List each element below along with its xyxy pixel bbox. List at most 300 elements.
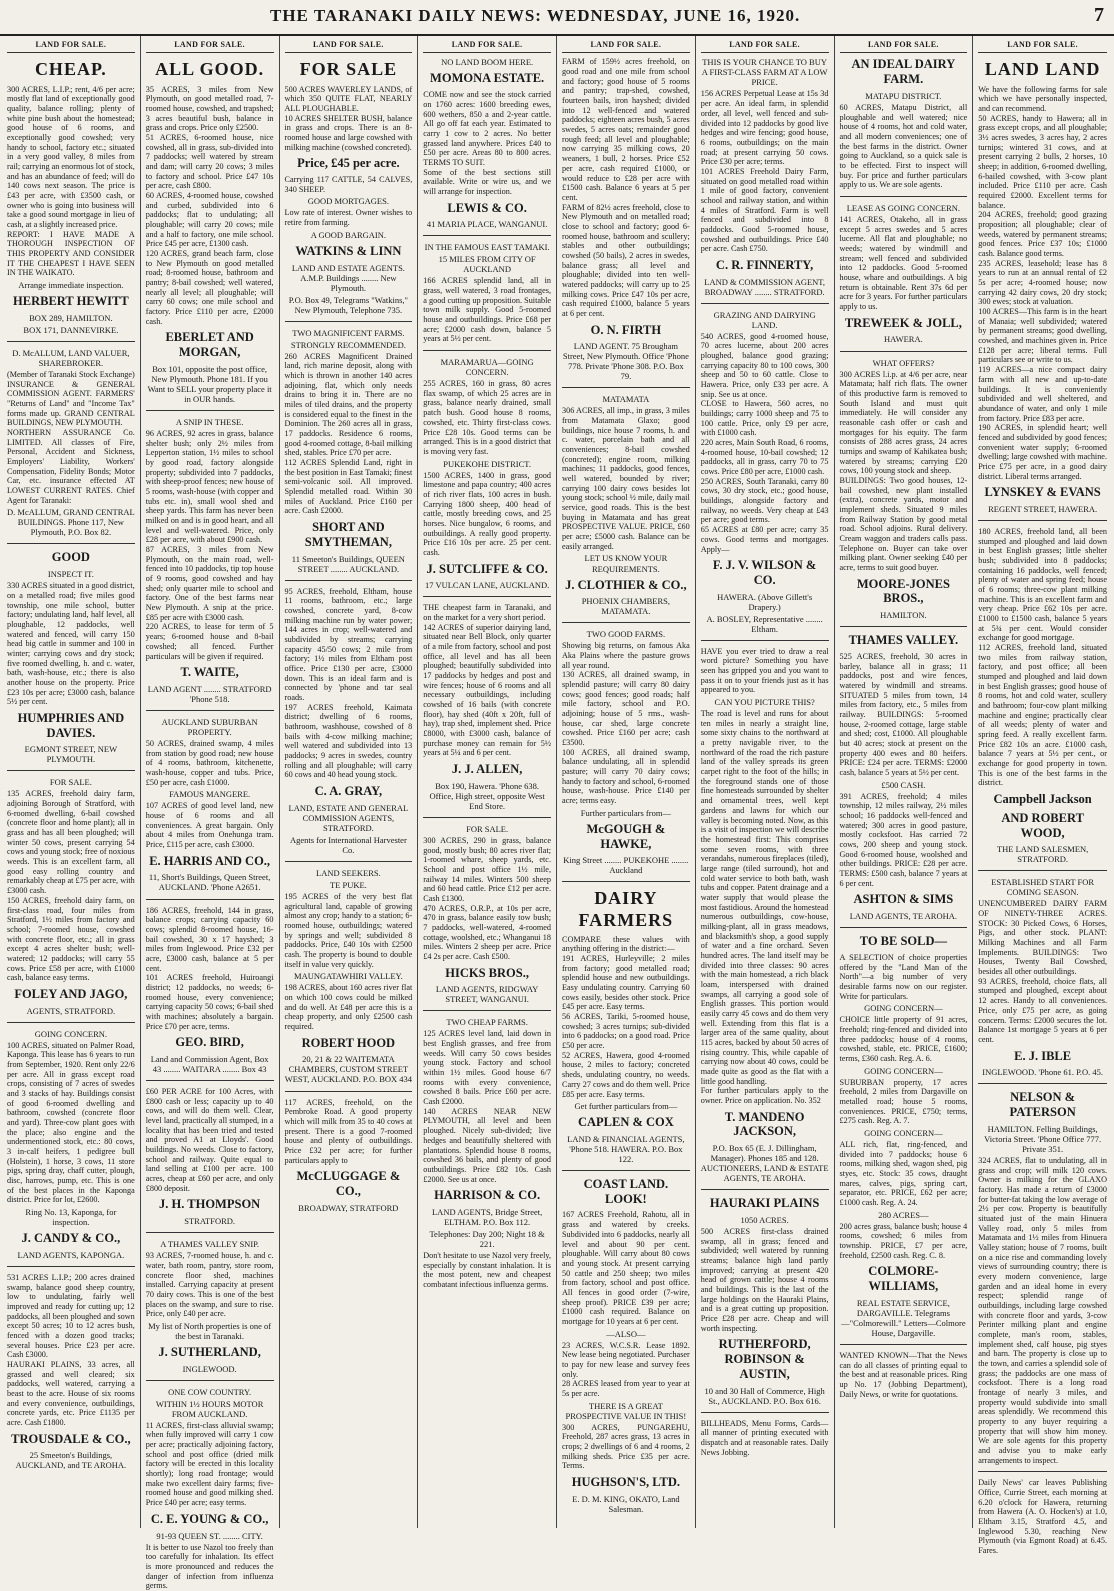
ad-text: NORTHERN ASSURANCE Co. LIMITED. All classes of Fire, Personal, Accident and Sickness, Employers' Liability, Workers' Compensation, Fidelity Bonds; Motor Car, etc. insurance effected AT LOWEST CURRENT RATES. Chief Agent for Taranaki: — [7, 427, 135, 505]
ad-text: 51 ACRES, 6-roomed house, nice cowshed, all in grass, sub-divided into 7 paddocks; well watered by stream and dam; will carry 20 cows; 3 miles to factory and school. Price £47 10s per acre, cash £800. — [145, 133, 274, 191]
ad-text: 10 ACRES SHELTER BUSH, balance in grass and crops. There is an 8-roomed house and large cowshed with milking machine (cowshed concreted). — [284, 113, 413, 152]
ad-subline: IN THE FAMOUS EAST TAMAKI. — [424, 242, 550, 253]
ad-text: 330 ACRES situated in a good district, on a metalled road; five miles good township, one mile school, butter factory; undulating land, half level, all ploughable, 12 paddocks, well watered and fenced, will carry 150 head big cattle in summer and 100 in winter; carrying cows and dry stock; five roomed dwelling, h. and c. water, bath, wash-house, etc.; there is also another house on the property. Price £23 10s per acre; £3000 cash, balance 5½ per cent. — [7, 581, 135, 707]
column-header: LAND FOR SALE. — [840, 38, 968, 53]
ad-text: 141 ACRES, Otakeho, all in grass except 5 acres swedes and 5 acres lucerne. All flat and ploughable; no weeds; watered by windmill and stream; well fenced and subdivided into 12 paddocks. Good 5-roomed house, whare and outbuildings. A big return is obtainable. Rent 37s 6d per acre for 3 years. For further particulars apply to us. — [839, 215, 968, 312]
column-1 — [2, 36, 141, 1528]
agent-name: J. CANDY & CO., — [21, 1231, 121, 1246]
ad-text: 35 ACRES, 3 miles from New Plymouth, on good metalled road, 7-roomed house, cowshed, and trapshed; 3 acres beautiful bush, balance in grass and crops. Price only £2500. — [145, 84, 274, 133]
ad-text: 300 ACRES l.i.p. at 4/6 per acre, near Matamata; half rich flats. The owner of this productive farm is removed to South Island and must quit immediately. He will consider any reasonable cash offer or cash and mortgages for his equity. The farm consists of 288 acres grass, 24 acres turnips and swamp of Kahikatea bush; watered by streams; carrying £20 cows, 100 young stock and sheep. — [839, 369, 968, 476]
ad-text: WANTED KNOWN—That the News can do all classes of printing equal to the best and at reasonable prices. Ring up No. 17 (Jobbing Department), Daily News, or write for quotations. — [839, 1350, 968, 1399]
divider — [423, 235, 551, 236]
ad-subline: FAMOUS MANGERE. — [169, 789, 251, 800]
divider — [146, 1232, 274, 1233]
ad-text: 324 ACRES, flat to undulating, all in grass and crop; will milk 120 cows. Owner is milking for the GLAXO factory. Has made a return of £3000 for butter-fat taking the low average of 2½ per cow. Property is beautifully situated just of the main Hinuera Valley road, only 5 miles from Matamata and 1½ miles from Hinuera Valley station; house of 7 rooms, built on a nice rise and commanding lovely views of surrounding country; there is every modern convenience, large garden and an ideal home in every respect; splendid range of outbuildings, including large cowshed with concrete floor and yards, 3-cow Perinter milking plant and engine complete, man's room, stables, implement shed, calf house, pig styes and barn. The property is close up to the town, and carries a splendid sole of grass; the paddocks are one mass of cocksfoot. There is a long road frontage of nearly 3 miles, and property would subdivide into small areas splendidly. We recommend this property to any buyer requiring a property that will show him money. We are sole agents for this property and advise you to make early arrangements to inspect. — [978, 1155, 1107, 1465]
divider — [7, 770, 135, 771]
agent-name: CAPLEN & COX — [577, 1115, 674, 1130]
ad-text: 204 ACRES, freehold; good grazing proposition; all ploughable; clear of weeds, watered by permanent streams; good fences. Price £37 10s; £1000 cash. Balance good terms. — [978, 210, 1107, 259]
agent-name: LEWIS & CO. — [447, 200, 527, 215]
agent-name: WATKINS & LINN — [295, 243, 402, 258]
ad-subline: LAND AGENT. 75 Brougham Street, New Plymouth. Office 'Phone 778. Private 'Phone 308. P.O. Box 79. — [562, 341, 689, 382]
ad-text: COMPARE these values with anything offering in the district:— — [562, 934, 690, 954]
agent-name: FOLEY AND JAGO, — [14, 986, 128, 1001]
ad-text: 117 ACRES, freehold, on the Pembroke Road. A good property which will milk from 35 to 40 cows at present. There is a good 7-roomed house and plenty of outbuildings. Price £32 per acre; for further particulars apply to — [284, 1097, 413, 1165]
divider — [840, 1344, 968, 1345]
agent-name: THAMES VALLEY. — [848, 633, 959, 648]
ad-subline: GOOD MORTGAGES. — [307, 196, 389, 207]
ad-text: A SELECTION of choice properties offered by the "Land Man of the North"—a big number of very desirable farms now on our register. Write for particulars. — [839, 952, 968, 1001]
ad-text: HAVE you ever tried to draw a real word picture? Something you have seen has gripped you and you want to pass it on to your friends just as it has appeared to you. — [700, 646, 829, 695]
divider — [285, 861, 413, 862]
agent-name: AND ROBERT WOOD, — [1001, 810, 1084, 840]
ad-text: 391 ACRES, freehold; 4 miles township, 12 miles railway, 2½ miles school; 16 paddocks well-fenced and watered; 300 acres in good pasture, mostly cocksfoot. Has carried 72 cows, 200 sheep and young stock. Good 6-roomed house, woolshed and other buildings. PRICE: £28 per acre. TERMS: £500 cash, balance 7 years at 6 per cent. — [839, 791, 968, 888]
ad-text: 195 ACRES of the very best flat agricultural land, capable of growing almost any crop; handy to a station; 6-roomed house, outbuildings; watered by springs and well; subdivided 8 paddocks. Price, £40 10s with £2500 cash. The property is bound to double itself in value very quickly. — [284, 891, 413, 969]
ad-subline: Get further particulars from— — [574, 1101, 678, 1112]
ad-subline: 25 Smeeton's Buildings, AUCKLAND, and TE AROHA. — [15, 1450, 127, 1471]
ad-subline: HAWERA. (Above Gillett's Drapery.) — [717, 591, 813, 612]
ad-subline: INGLEWOOD. — [182, 1363, 237, 1374]
masthead — [0, 0, 1114, 36]
ad-text: It is better to use Nazol too freely than too carefully for inhalation. Its effect is more pronounced and reduces the danger of infection from influenza germs. — [145, 1542, 274, 1591]
ad-text: 93 ACRES, 7-roomed house, h. and c. water, bath room, pantry, store room, concrete floor shed, machines installed. Carrying capacity at present 70 dairy cows. This is one of the best places on the swamp, and sure to rise. Price, only £40 per acre. — [145, 1251, 274, 1319]
ad-subline: FOR SALE. — [49, 777, 92, 788]
ad-subline: THE LAND SALESMEN, STRATFORD. — [996, 844, 1089, 865]
ad-subline: 41 MARIA PLACE, WANGANUI. — [426, 219, 548, 230]
ad-subline: CAN YOU PICTURE THIS? — [714, 697, 815, 708]
ad-subline: D. McALLUM, GRAND CENTRAL BUILDINGS. Phone 117, New Plymouth, P.O. Box 82. — [7, 507, 135, 538]
ad-text: FARM of 82½ acres freehold, close to New Plymouth and on metalled road; close to school and factory; good 6-roomed house, bathroom and scullery; stables and other outbuildings; cowshed (50 bails), 2 acres in swedes, balance grass; all level and ploughable; divided into ten well-watered paddocks; will carry up to 25 milking cows. Price £47 10s per acre, cash required £1000, balance 5 years at 6 per cent. — [562, 202, 690, 318]
ad-text: 112 ACRES, freehold land, situated two miles from railway station, factory, and post office; all been stumped and ploughed and laid down in best English grasses; good house of 8 rooms, hot and cold water, scullery and bathroom; four-cow plant milking machine and engine; practically clear of all weeds; plenty of water and spring feed. A really excellent farm. Price £82 10s an acre. £1000 cash, balance 7 years at 5½ per cent., or exchange for good property in town. This is one of the best farms in the district. — [978, 643, 1107, 788]
newspaper-title: THE TARANAKI DAILY NEWS: WEDNESDAY, JUNE 16, 1920. — [270, 6, 801, 25]
agent-name: J. H. THOMPSON — [159, 1197, 261, 1212]
ad-text: FARM of 159½ acres freehold, on good road and one mile from school and factory; good house of 5 rooms and pantry; trap-shed, cowshed, fourteen bails, iron hayshed; divided into 12 well-fenced and watered paddocks; eighteen acres bush, 5 acres swedes, 5 acres oats; remainder good rough feed; all level and ploughable; now carrying 35 milking cows, 20 weaners, 1 bull, 2 horses. Price £52 per acre, cash required £1000, or would reduce to £28 per acre with £1500 cash. Balance 6 years at 5 per cent. — [562, 57, 690, 202]
ad-subline: 1050 ACRES. — [740, 1214, 789, 1225]
divider — [978, 520, 1107, 521]
ad-text: 95 ACRES, freehold, Eltham, house 11 rooms, bathroom, etc.; large cowshed, concrete yard, 8-cow milking machine run by water power; 144 acres in crop; well-watered and subdivided by streams; carrying capacity 45/50 cows; 2 mile from factory; 1½ miles from Eltham post office. Price £130 per acre, £3000 down. This is an ideal farm and is connected by 'phone and tar seal roads. — [284, 586, 413, 703]
ad-text: 300 ACRES, L.I.P.; rent, 4/6 per acre; mostly flat land of exceptionally good quality, balance rolling; plenty of white pine bush about the homestead; good house of 6 rooms, and exceptionally good cowshed; very handy to school, factory etc.; situated in a very good valley, 8 miles from rail; carrying an enormous lot of stock, and has an abundance of feed; will do 140 cows next season. The price is £43 per acre, with £3500 cash, or owner who is going into business will take a good sound mortgage in lieu of cash, at a slightly increased price. — [7, 84, 135, 230]
ad-subline: 10 and 30 Hall of Commerce, High St., AUCKLAND. P.O. Box 616. — [704, 1385, 825, 1406]
agent-name: T. MANDENO JACKSON, — [724, 1109, 805, 1139]
ad-text: 100 ACRES, situated on Palmer Road, Kaponga. This lease has 6 years to run from September, 1920. Rent only 22/6 per acre. All in grass except road crops, consisting of 7 acres of swedes and 3 stacks of hay. Buildings consist of good 6-roomed dwelling and bathroom, cowshed (concrete floor and yard). Three-cow plant goes with the place; also engine and the undermentioned stock, etc.: 80 cows, 3 in-calf heifers, 1 pedigree bull (Holstein), 1 horse, 3 cows, 11 store pigs, spring dray, chaff cutter, plough, disc, harrows, pump, etc. This is one of the best places in the Kaponga district. Price for lot, £2600. — [7, 1040, 135, 1205]
ad-subline: STRONGLY RECOMMENDED. — [290, 339, 406, 350]
ad-subline: A SNIP IN THESE. — [175, 417, 244, 428]
ad-text: Don't hesitate to use Nazol very freely, especially by constant inhalation. It is the most potent, new and cheapest combatant infectious influenza germs. — [423, 1251, 551, 1290]
ad-text: 28 ACRES leased from year to year at 5s per acre. — [562, 1379, 690, 1398]
ad-text: For further particulars apply to the owner. Price on application. No. 352 — [700, 1086, 829, 1105]
divider — [840, 626, 968, 627]
ad-text: 150 ACRES, freehold dairy farm, on first-class road, four miles from Stratford, 1½ miles from factory and school; 7-roomed house, cowshed with concrete floor, etc.; all in grass except 4 acres shelter bush; well-watered; 12 paddocks; will carry 55 cows. Price £58 per acre, with £1000 cash, balance easy terms. — [7, 895, 135, 983]
divider — [7, 1022, 135, 1023]
ad-text: 101 ACRES freehold, Huiroangi district; 12 paddocks, no weeds; 6-roomed house, every convenience; carrying capacity 50 cows; 6-bail shed with machines; absolutely a bargain. Price £70 per acre, terms. — [145, 973, 274, 1031]
agent-name: E. J. IBLE — [1014, 1048, 1072, 1063]
ad-subline: LAND & FINANCIAL AGENTS, 'Phone 518. HAWERA. P.O. Box 122. — [567, 1133, 685, 1164]
ad-text: 112 ACRES Splendid Land, right in the best position in East Tamaki; finest semi-volcanic soil. All improved. Splendid metalled road. Within 30 miles of Auckland. Price £160 per acre. Cash £2000. — [284, 458, 413, 516]
agent-name: E. HARRIS AND CO., — [149, 853, 271, 868]
ad-headline: FOR SALE — [299, 59, 398, 80]
ad-subline: ESTABLISHED START FOR COMING SEASON. — [991, 877, 1095, 898]
agent-name: McGOUGH & HAWKE, — [586, 821, 666, 851]
divider — [285, 1091, 413, 1092]
ad-headline: ALL GOOD. — [155, 59, 265, 80]
ad-subline: —ALSO— — [606, 1328, 646, 1339]
ad-subline: BOX 171, DANNEVIRKE. — [23, 324, 119, 335]
ad-subline: 11, Short's Buildings, Queen Street, AUCKLAND. 'Phone A2651. — [148, 872, 271, 893]
ad-subline: E. D. M. KING, OKATO, Land Salesman. — [572, 1493, 680, 1514]
ad-text: (Member of Taranaki Stock Exchange) INSURANCE & GENERAL COMMISSION AGENT. FARMERS' "Returns of Land" and "Income Tax" forms made up. GRAND CENTRAL BUILDINGS, NEW PLYMOUTH. — [7, 369, 135, 428]
ad-text: 56 ACRES, Tariki, 5-roomed house, cowshed; 3 acres turnips; sub-divided into 6 paddocks; on a good road. Price £50 per acre. — [562, 1012, 690, 1051]
column-header: LAND FOR SALE. — [285, 38, 413, 53]
ad-subline: Box 101, opposite the post office, New Plymouth. Phone 181. If you Want to SELL your property place it in OUR hands. — [147, 363, 272, 405]
ad-subline: AUCKLAND SUBURBAN PROPERTY. — [161, 716, 258, 737]
column-3 — [280, 36, 419, 1528]
ad-subline: GRAZING AND DAIRYING LAND. — [713, 309, 816, 330]
agent-name: O. N. FIRTH — [590, 322, 662, 337]
agent-name: HAURAKI PLAINS — [709, 1196, 820, 1211]
ad-subline: REAL ESTATE SERVICE, DARGAVILLE. Telegrams—"Colmorewill." Letters—Colmore House, Dargaville. — [841, 1297, 966, 1338]
agent-name: F. J. V. WILSON & CO. — [712, 558, 817, 587]
ad-headline: CHEAP. — [34, 59, 107, 80]
ad-text: 100 ACRES—This farm is in the heart of Manaia; well subdivided; watered by permanent streams; good dwelling, cowshed, and machines given in. Price £128 per acre; liberal terms. Full particulars see or write to us. — [978, 307, 1107, 365]
divider — [562, 1170, 690, 1171]
ad-subline: Agents for International Harvester Co. — [289, 834, 407, 855]
ad-text: HAURAKI PLAINS, 33 acres, all grassed and well cleared; six paddocks, well watered, carrying a beast to the acre. House of six rooms and every convenience, outbuildings, concrete yards, etc. Price £1135 per acre. Cash £1800. — [7, 1359, 135, 1427]
divider — [146, 899, 274, 900]
ad-text: 120 ACRES, grand beach farm, close to New Plymouth on good metalled road; 8-roomed house, bathroom and pantry; 8-bail cowshed; well watered, nearly all level; all ploughable; will carry 60 cows; one mile school and factory. Price £110 per acre, £2000 cash. — [145, 249, 274, 326]
ad-subline: TE PUKE. — [329, 879, 367, 890]
column-7 — [835, 36, 974, 1528]
agent-name: HUMPHRIES AND DAVIES. — [17, 710, 125, 740]
ad-subline: GOING CONCERN— — [864, 1003, 943, 1014]
ad-headline: DAIRY FARMERS — [578, 888, 674, 930]
divider — [701, 303, 829, 304]
column-4 — [418, 36, 557, 1528]
ad-text: UNENCUMBERED DAIRY FARM OF NINETY-THREE ACRES. STOCK: 30 Picked Cows, 6 Horses, Pigs, and other stock. PLANT: Milking Machines and all Farm Implements. BUILDINGS: Two Houses, Twenty Bail Cowshed, besides all other outbuildings. — [978, 899, 1107, 977]
divider — [423, 817, 551, 818]
ad-text: 60 ACRES, Matapu District, all ploughable and well watered; nice house of 4 rooms, hot and cold water, and all modern conveniences; one of the best farms in the district. Owner going to Auckland, so a quick sale is to be effected. First to inspect will buy. For price and further particulars apply to us. We are sole agents. — [839, 102, 968, 190]
ad-text: 300 ACRES, PUNGAREHU, Freehold, 287 acres grass, 13 acres in crops; 2 dwellings of 6 and 4 rooms, 2 milking sheds. Price £35 per acre. Terms. — [562, 1422, 690, 1471]
ad-subline: FOR SALE. — [466, 823, 509, 834]
divider — [146, 1080, 274, 1081]
ad-subline: GOING CONCERN. — [34, 1028, 107, 1039]
ad-text: 525 ACRES, freehold, 30 acres in barley, balance all in grass; 11 paddocks, post and wire fences, watered by windmill and streams. SITUATED 5 miles from town, 14 miles from factory, etc., 5 miles from railway. BUILDINGS: 5-roomed house, 2-roomed cottage, large stable and shed; cost, £1000. All ploughable but 40 acres; stock at present on the property 400 ewes and 80 heifers. PRICE: £24 per acre. TERMS: £2000 cash, balance 5 years at 5½ per cent. — [839, 651, 968, 777]
ad-text: Showing big returns, on famous Aka Aka Plains where the pasture grows all year round. — [562, 641, 690, 670]
ad-subline: Telephones: Day 200; Night 18 & 221. — [429, 1228, 545, 1249]
ad-text: 50 ACRES, drained swamp, 4 miles from station by good road; new house of 4 rooms, bathroom, kitchenette, wash-house, copper and tubs. Price, £50 per acre, cash £1000. — [145, 738, 274, 787]
ad-text: 11 ACRES, first-class alluvial swamp; when fully improved will carry 1 cow per acre; practically adjoining factory, school and post office (dried milk factory will be erected in this locality shortly); long road frontage; would make two excellent dairy farms; five-roomed house and good milking shed. Price £40 per acre; easy terms. — [145, 1420, 274, 1508]
column-5 — [557, 36, 696, 1528]
ad-subline: 20, 21 & 22 WAITEMATA CHAMBERS, CUSTOM STREET WEST, AUCKLAND. P.O. BOX 434 — [284, 1054, 413, 1085]
ad-text: 100 ACRES, all drained swamp, balance undulating, all in splendid pasture; will carry 70 dairy cows; handy to factory and school, 6-roomed house, wash-house. Price £140 per acre; terms easy. — [562, 747, 690, 806]
divider — [7, 543, 135, 544]
divider — [562, 622, 690, 623]
ad-subline: HAMILTON. Felling Buildings, Victoria Street. 'Phone Office 777. Private 351. — [984, 1123, 1102, 1154]
ad-text: 60 ACRES, 4-roomed house, cowshed and curbed, subdivided into 6 paddocks; flat to undulating; all ploughable; will carry 20 cows; mile and a half to factory, one mile school. Price £45 per acre, £1300 cash. — [145, 191, 274, 249]
ad-text: 190 ACRES, in splendid heart; well fenced and subdivided by good fences; convenient water supply; 6-roomed dwelling; large cowshed with machine. Price £75 per acre, in a good dairy district. Liberal terms arranged. — [978, 423, 1107, 481]
ad-subline: MATAPU DISTRICT. — [865, 90, 942, 101]
ad-subline: P.O. Box 49, Telegrams "Watkins," New Plymouth, Telephone 735. — [288, 294, 409, 315]
ad-subline: £500 CASH. — [881, 779, 926, 790]
agent-name: TREWEEK & JOLL, — [844, 315, 962, 330]
ad-subline: 91-93 QUEEN ST. ........ CITY. — [156, 1530, 263, 1541]
divider — [562, 387, 690, 388]
ad-subline: LAND AGENT ........ STRATFORD 'Phone 518. — [147, 683, 272, 704]
page-number: 7 — [1094, 4, 1104, 26]
ad-subline: TWO MAGNIFICENT FARMS. — [292, 327, 405, 338]
agent-name: J. J. ALLEN, — [451, 762, 523, 777]
ad-subline: HAMILTON. — [880, 610, 927, 621]
divider — [7, 1266, 135, 1267]
ad-text: BILLHEADS, Menu Forms, Cards—all manner of printing executed with dispatch and at reasonable rates. Daily News Jobbing. — [700, 1418, 829, 1457]
ad-text: 260 ACRES Magnificent Drained land, rich marine deposit, along with which is thrown in another 140 acres adjoining, flat, which only needs drains to bring it in. There are no miles of tiled drains, and the property is considered equal to the finest in the Dominion. The 260 acres all in grass, 17 paddocks. Residence 6 rooms, good 4-roomed cottage, 8-bail milking shed, stables. Price £70 per acre. — [284, 351, 413, 458]
agent-name: J. SUTCLIFFE & CO. — [426, 561, 548, 576]
ad-subline: LAND AGENTS, RIDGWAY STREET, WANGANUI. — [435, 984, 539, 1005]
ad-subline: THIS IS YOUR CHANCE TO BUY A FIRST-CLASS FARM AT A LOW PRICE. — [701, 57, 828, 88]
ad-subline: LEASE AS GOING CONCERN. — [846, 203, 961, 213]
agent-name: GOOD — [51, 550, 90, 565]
ad-subline: TWO CHEAP FARMS. — [446, 1017, 528, 1028]
ad-subline: MARAMARUA—GOING CONCERN. — [440, 357, 534, 378]
agent-name: ASHTON & SIMS — [853, 892, 954, 907]
ad-subline: LAND SEEKERS. — [316, 867, 381, 878]
ad-subline: D. McALLUM, LAND VALUER, SHAREBROKER. — [12, 347, 130, 368]
ad-subline: A. BOSLEY, Representative ........ Eltham. — [706, 613, 823, 634]
ad-subline: LAND AGENTS, TE AROHA. — [849, 911, 958, 922]
column-6 — [696, 36, 835, 1528]
agent-name: J. CLOTHIER & CO., — [565, 577, 687, 592]
ad-subline: 15 MILES FROM CITY OF AUCKLAND — [438, 254, 536, 275]
divider — [285, 580, 413, 581]
ad-subline: BOX 289, HAMILTON. — [29, 312, 113, 323]
ad-text: 107 ACRES of good level land, new house of 6 rooms and all conveniences. A great bargain. Only about 4 miles from Onehunga tram. Price, £115 per acre, cash £3000. — [145, 801, 274, 850]
ad-subline: LAND AND ESTATE AGENTS. A.M.P. Buildings ........ New Plymouth. — [291, 262, 405, 293]
ad-text: 531 ACRES L.I.P.; 200 acres drained swamp, balance good sheep country, low to undulating, fairly well improved and ready for cutting up; 12 paddocks, all been ploughed and sown except 50 acres; 10 to 12 acres bush, fenced with a dozen good tracks; several houses. Price £23 per acre. Cash £3000. — [7, 1272, 135, 1360]
ad-text: REPORT: I HAVE MADE A THOROUGH INSPECTION OF THIS PROPERTY AND CONSIDER IT THE CHEAPEST I HAVE SEEN IN THE WAIKATO. — [7, 229, 135, 278]
ad-subline: 11 Smeeton's Buildings, QUEEN STREET ........ AUCKLAND. — [291, 553, 405, 574]
classified-columns — [2, 36, 1112, 1591]
ad-subline: Box 190, Hawera. 'Phone 638. Office, High street, opposite West End Store. — [429, 780, 545, 811]
ad-subline: A THAMES VALLEY SNIP. — [160, 1239, 260, 1250]
agent-name: TO BE SOLD— — [859, 934, 948, 949]
ad-text: CHOICE little property of 91 acres, freehold; ring-fenced and divided into three paddocks; house of 4 rooms, cowshed, stable, etc. PRICE, £1600; terms, £360 cash. Reg. A. 6. — [839, 1015, 968, 1063]
ad-text: 125 ACRES level land, laid down in best English grasses, and free from weeds. Will carry 50 cows besides young stock. Factory and school within 1½ miles. Good house 6/7 rooms with every convenience, cowshed 8 bails. Price £60 per acre. Cash £2000. — [423, 1029, 551, 1107]
ad-text: 93 ACRES, freehold, choice flats, all stumped and ploughed, except about 12 acres. Handy to all conveniences. Price, only £75 per acre, as going concern. Terms: £2000 secures the lot. Balance 1st mortgage 5 years at 6 per cent. — [978, 976, 1107, 1044]
ad-text: Some of the best sections still available. Write or wire us, and we will arrange for inspection. — [423, 167, 551, 196]
ad-subline: NO LAND BOOM HERE. — [441, 57, 534, 68]
divider — [7, 341, 135, 342]
agent-name: TROUSDALE & CO., — [11, 1431, 131, 1446]
agent-name: HARRISON & CO. — [434, 1188, 541, 1203]
ad-text: 300 ACRES, 290 in grass, balance good, mostly bush; 80 acres river flat; 1-roomed whare, sheep yards, etc. School and post office 1½ mile, railway 14 miles. Winters 500 sheep and 60 head cattle. Price £12 per acre. Cash £1300. — [423, 835, 551, 903]
ad-text: £60 PER ACRE for 100 Acres, with £800 cash or less; capacity up to 40 cows, and will do them well. Clear, level land, practically all stumped, in a locality that has been tried and tested and proved A1 at Lloyds'. Good buildings. No weeds. Close to factory, school and railway. Quite equal to land selling at £100 per acre. 100 acres, cheap at £60 per acre, and only £800 deposit. — [145, 1087, 274, 1193]
ad-text: 540 ACRES, good 4-roomed house, 70 acres lucerne, about 200 acres ploughed, balance good grazing; carrying capacity 80 to 100 cows, 300 sheep and 50 to 60 cattle. Close to Hawera. Price, only £33 per acre. A snip. See us at once. — [700, 331, 829, 399]
agent-name: HICKS BROS., — [445, 965, 529, 980]
ad-text: 500 ACRES first-class drained swamp, all in grass; fenced and subdivided; well watered by running streams; balance high land partly improved; carrying at present 420 head of grown cattle; house 4 rooms and buildings. This is the last of the large holdings on the Hauraki Plains, and is a great cutting up proposition. Price £28 per acre. Cheap and will worth inspecting. — [700, 1226, 829, 1333]
divider — [978, 1083, 1107, 1084]
ad-text: SUBURBAN property, 17 acres freehold, 2 miles from Dargaville on metalled road; house 5 rooms, conveniences. PRICE, £750; terms, £275 cash. Reg. A. 7. — [839, 1077, 968, 1126]
ad-subline: GOING CONCERN— — [864, 1065, 943, 1076]
ad-text: 156 ACRES Perpetual Lease at 15s 3d per acre. An ideal farm, in splendid order, all level, well fenced and sub-divided into 12 paddocks by good live hedges and wire fencing; good house, 6 rooms, outbuildings; on the main road; at present carrying 50 cows. Price £30 per acre; terms. — [700, 89, 829, 167]
ad-headline: LAND LAND — [984, 59, 1101, 80]
agent-name: LYNSKEY & EVANS — [984, 485, 1101, 500]
divider — [978, 1471, 1107, 1472]
ad-subline: P.O. Box 65 (E. J. Dillingham, Manager). Phones 185 and 128. AUCTIONEERS, LAND & ESTATE AGENTS, TE AROHA. — [700, 1143, 829, 1184]
agent-name: COAST LAND. LOOK! — [583, 1176, 669, 1206]
ad-subline: REGENT STREET, HAWERA. — [988, 503, 1098, 514]
ad-subline: My list of North properties is one of the best in Taranaki. — [148, 1320, 272, 1341]
agent-name: MOMONA ESTATE. — [430, 71, 545, 86]
ad-subline: PUKEKOHE DISTRICT. — [443, 458, 531, 469]
ad-subline: WHAT OFFERS? — [872, 357, 935, 368]
ad-subline: A GOOD BARGAIN. — [310, 229, 387, 240]
ad-text: 135 ACRES, freehold dairy farm, adjoining Borough of Stratford, with 6-roomed dwelling, 6-bail cowshed (concrete floor and home plant); all in grass and has all been ploughed; will winter 50 cows, present carrying 54 cows and young stock; free of noxious weeds. This is an excellent farm, all good easy rolling country and remarkably cheap at £75 per acre, with £3000 cash. — [7, 789, 135, 896]
ad-text: 180 ACRES, freehold land, all been stumped and ploughed and laid down in best English grasses; little shelter bush; subdivided into 8 paddocks; containing 16 paddocks, well fenced; plenty of water and spring feed; house of 6 rooms; three-cow plant milking machine. This is an excellent farm and very cheap. Price £62 10s per acre. £1000 to £1500 cash, balance 5 years at 5¾ per cent. Would consider exchange for good mortgage. — [978, 526, 1107, 643]
agent-name: HERBERT HEWITT — [13, 294, 129, 309]
ad-text: 50 ACRES, handy to Hawera; all in grass except crops, and all ploughable; 3½ acres swedes, 3 acres hay, 2 acres turnips; wintered 31 cows, and at present carrying 2 bulls, 2 horses, 10 sheep; in addition, 6-roomed dwelling, 6-bailed cowshed, with 3-cow plant included. Price £110 per acre. Cash required £2000. Excellent terms for balance. — [978, 113, 1107, 210]
ad-subline: EGMONT STREET, NEW PLYMOUTH. — [24, 744, 118, 765]
divider — [423, 1010, 551, 1011]
ad-subline: LAND & COMMISSION AGENT, BROADWAY ........ STRATFORD. — [704, 276, 825, 297]
agent-name: C. E. YOUNG & CO., — [150, 1511, 269, 1526]
column-header: LAND FOR SALE. — [423, 38, 551, 53]
ad-text: 140 ACRES NEAR NEW PLYMOUTH, all level and been ploughed. Nicely sub-divided; live hedges and beautifully sheltered with plantations. Splendid house 8 rooms, cowshed 36 bails, and plenty of good outbuildings. Price £82 10s. Cash £2000. See us at once. — [423, 1106, 551, 1184]
agent-name: EBERLET AND MORGAN, — [165, 330, 254, 360]
ad-subline: LAND AGENTS, KAPONGA. — [17, 1249, 125, 1260]
ad-text: 197 ACRES freehold, Kaimata district; dwelling of 6 rooms, bathroom, washhouse, cowshed of 8 bails with 4-cow milking machine; well watered and subdivided into 13 paddocks; 9 acres in swedes, country rolling and all ploughable; will carry 60 cows and 40 head young stock. — [284, 702, 413, 780]
agent-name: Campbell Jackson — [993, 792, 1092, 807]
divider — [701, 1412, 829, 1413]
agent-name: SHORT AND SMYTHEMAN, — [304, 520, 392, 549]
ad-text: 198 ACRES, about 160 acres river flat on which 100 cows could be milked and do well. At £48 per acre this is a cheap property, and only £2500 cash required. — [284, 983, 413, 1032]
ad-subline: WITHIN 1½ HOURS MOTOR FROM AUCKLAND. — [155, 1398, 264, 1419]
column-header: LAND FOR SALE. — [562, 38, 690, 53]
ad-text: 500 ACRES WAVERLEY LANDS, of which 350 QUITE FLAT, NEARLY ALL PLOUGHABLE. — [284, 84, 413, 114]
column-header: LAND FOR SALE. — [701, 38, 829, 53]
ad-text: 306 ACRES, all imp., in grass, 3 miles from Matamata Glaxo; good buildings, nice house 7 rooms, h. and c. water, porcelain bath and all conveniences; 8-bail cowshed (concreted); engine room, milking machines; 11 paddocks, good fences, well watered, bounded by river; carrying 100 dairy cows besides lot young stock; school ½ mile, daily mail service, good roads. This is the best buying in Matamata and has great PROSPECTIVE VALUE. PRICE, £60 per acre; £5000 cash. Balance can be easily arranged. — [562, 406, 690, 551]
ad-text: 87 ACRES, 3 miles from New Plymouth, on the main road, well-fenced into 10 paddocks, tip top house of 9 rooms, good cowshed and hay shed; only quarter mile to school and factory. One of the best farms near New Plymouth. A snip at the price. £85 per acre with £3000 cash. — [145, 545, 274, 622]
column-2 — [141, 36, 280, 1591]
agent-name: COLMORE-WILLIAMS, — [868, 1264, 939, 1294]
agent-name: GEO. BIRD, — [175, 1035, 244, 1050]
divider — [146, 710, 274, 711]
ad-subline: Further particulars from— — [580, 807, 671, 818]
ad-subline: Ring No. 13, Kaponga, for inspection. — [25, 1207, 117, 1228]
divider — [423, 596, 551, 597]
ad-subline: THERE IS A GREAT PROSPECTIVE VALUE IN THIS! — [565, 1400, 687, 1421]
ad-subline: LAND AGENTS, Bridge Street, ELTHAM. P.O. Box 112. — [431, 1206, 543, 1227]
ad-text: CLOSE to Hawera, 560 acres, no buildings; carry 1000 sheep and 75 to 100 cattle. Price, only £9 per acre, with £1000 cash. — [700, 399, 829, 438]
ad-text: 250 ACRES, South Taranaki, carry 80 cows, 30 dry stock, etc.; good house, buildings, alongside factory and railway, no weeds. Very cheap at £43 per acre; good terms. — [700, 476, 829, 525]
ad-text: 220 ACRES, to lease for term of 5 years; 6-roomed house and 8-bail cowshed; all fenced. Further particulars will be given if required. — [145, 622, 274, 661]
ad-text: 101 ACRES Freehold Dairy Farm, situated on good metalled road within 1 mile of good factory, convenient school and railway station, and within 4 miles of Stratford. Farm is well fenced and subdivided into 8 paddocks. Good 5-roomed house, cowshed and outbuildings. Price £40 per acre. Cash £750. — [700, 166, 829, 254]
divider — [423, 350, 551, 351]
agent-name: McCLUGGAGE & CO., — [296, 1169, 401, 1198]
ad-text: 255 ACRES, 160 in grass, 80 acres flax swamp, of which 25 acres are in grass, balance nearly drained, small patch bush. Good house 8 rooms, cowshed, etc. Thirty first-class cows. Price £28 10s. Good terms can be arranged. This is in a good district that is moving very fast. — [423, 379, 551, 456]
agent-name: J. SUTHERLAND, — [158, 1344, 261, 1359]
ad-text: Daily News' car leaves Publishing Office, Currie Street, each morning at 6.20 o'clock for Hawera, returning from Hawera (A. O. Hocken's) at 1.0, Eltham 3.15, Stratford 4.5, and Inglewood 5.30, reaching New Plymouth (via Egmont Road) at 6.45. Fares. — [978, 1478, 1107, 1556]
ad-subline: INGLEWOOD. 'Phone 61. P.O. 45. — [982, 1067, 1103, 1078]
ad-subline: MATAMATA — [602, 394, 650, 405]
ad-subline: TWO GOOD FARMS. — [586, 629, 666, 640]
ad-subline: 280 ACRES— — [878, 1209, 929, 1220]
divider — [701, 1189, 829, 1190]
ad-text: ALL rich, flat, ring-fenced, and divided into 7 paddocks; house 6 rooms, milking shed, wagon shed, pig styes, etc. Stock: 35 cows, draught mares, calves, pigs, spring cart, separator, etc. PRICE, £62 per acre; £1000 cash. Reg. A. 24. — [839, 1140, 968, 1208]
agent-name: MOORE-JONES BROS., — [856, 576, 950, 606]
ad-text: The road is level and runs for about ten miles in nearly a straight line, some sixty chains to the northward at a pretty navigable river, to the northward of the road the rich pasture land of the valley spreads its green carpet right to the foot of the hills; in the foreground stands one of those fine homesteads surrounded by shelter and ornamental trees, well kept gardens and lawns for which our valley is becoming noted. Now, as this is a visit of inspection we will describe the homestead first: This comprises some seven rooms, with three verandahs, numerous fireplaces (tiled), large range (tiled surround), hot and cold water service to both bath, wash tubs and copper. Patent drainage and a water supply that would please the most fastidious. Around the homestead numerous outbuildings, cow-house, milking-plant, all in grass meadows, and blacksmith's shop, a good supply of water and a fine orchard. Seven hundred acres. The land itself may be divided into three classes: 90 acres with the main homestead, a rich black loam, interspersed with drained swamps, all carrying a good sole of English grasses. This portion would easily carry 45 cows and do them very well. Extending from this flat is a larger area of the same quality, about 115 acres, backed by about 50 acres of rising country. This, while capable of carrying now about 40 cows, could be made quite as good as the flat with a little good handling. — [700, 709, 829, 1086]
column-8 — [973, 36, 1112, 1556]
agent-name: T. WAITE, — [180, 665, 239, 680]
ad-subline: PHOENIX CHAMBERS, MATAMATA. — [581, 596, 671, 617]
ad-subline: STRATFORD. — [184, 1216, 236, 1227]
ad-text: 200 acres grass, balance bush; house 4 rooms, cowshed; 6 miles from township. PRICE, £7 per acre, freehold, £2500 cash. Reg. C. 8. — [839, 1221, 968, 1260]
ad-subline: HAWERA. — [884, 334, 923, 345]
agent-name: HUGHSON'S, LTD. — [571, 1474, 680, 1489]
ad-text: 23 ACRES, W.C.S.R. Lease 1892. New lease being negotiated. Purchaser to pay for new lease and survey fees only. — [562, 1340, 690, 1379]
divider — [840, 351, 968, 352]
agent-name: ROBERT HOOD — [301, 1035, 396, 1050]
ad-subline: BROADWAY, STRATFORD — [298, 1202, 399, 1213]
ad-text: 220 acres, Main South Road, 6 rooms, 4-roomed house, 10-bail cowshed; 12 paddocks, all in grass, carry 70 to 75 cows. Price £80 per acre, £1000 cash. — [700, 438, 829, 477]
ad-text: We have the following farms for sale which we have personally inspected, and can recommend. — [978, 84, 1107, 114]
divider — [840, 927, 968, 928]
divider — [146, 410, 274, 411]
ad-subline: 17 VULCAN LANE, AUCKLAND. — [424, 580, 550, 591]
ad-subline: MAUNGATAWHIRI VALLEY. — [294, 971, 403, 982]
ad-text: 166 ACRES splendid land, all in grass, well watered, 3 road frontages, a good cutting up proposition. Suitable town milk supply. Good 5-roomed house and outbuildings. Price £68 per acre; £2000 cash down, balance 5 years at 5½ per cent. — [423, 276, 551, 344]
ad-subline: AGENTS, STRATFORD. — [26, 1005, 116, 1016]
column-header: LAND FOR SALE. — [7, 38, 135, 53]
ad-text: COME now and see the stock carried on 1760 acres: 1600 breeding ewes, 600 wethers, 850 a and 2-year cattle. All go off fat each year. Estimated to carry 1 cow to 2 acres. No better grassed land anywhere. Prices £40 to £50 per acre. Areas 80 to 800 acres. TERMS TO SUIT. — [423, 90, 551, 167]
agent-name: AN IDEAL DAIRY FARM. — [851, 57, 956, 87]
ad-text: 52 ACRES, Hawera, good 4-roomed house, 2 miles to factory; concreted sheds, undulating country, no weeds. Carry 27 cows and do them well. Price £85 per acre. Easy terms. — [562, 1050, 690, 1099]
ad-text: 96 ACRES, 92 acres in grass, balance shelter bush; only 2½ miles from Lepperton station, 1½ miles to school by good road, factory alongside property; subdivided into 7 paddocks, with sheep-proof fences; new house of 5 rooms, wash-house (with copper and tubs etc. in), small wool shed and sheep yards. This farm has never been milked on and is in good heart, and all level and well-watered. Price, only £28 per acre, with about £900 cash. — [145, 429, 274, 545]
ad-text: 65 ACRES at £80 per acre; carry 35 cows. Good terms and mortgages. Apply— — [700, 525, 829, 554]
column-header: LAND FOR SALE. — [146, 38, 274, 53]
agent-name: RUTHERFORD, ROBINSON & AUSTIN, — [718, 1337, 811, 1381]
ad-text: 142 ACRES of superior dairying land, situated near Bell Block, only quarter of a mile from factory, school and post office, all level and has all been ploughed; beautifully subdivided into 17 paddocks by hedges and post and wire fences; house of 6 rooms and all necessary outbuildings, including cowshed of 16 bails (with concrete floor), hay shed (40ft x 20ft, full of hay), trap shed, implement shed. Price £8000, with £3000 cash, balance of purchase money can remain for 5½ years at 5¼ and 6 per cent. — [423, 622, 551, 758]
divider — [562, 881, 690, 882]
agent-name: C. A. GRAY, — [314, 784, 383, 799]
agent-name: Price, £45 per acre. — [297, 156, 400, 171]
ad-subline: ONE COW COUNTRY. — [168, 1386, 252, 1397]
ad-text: 470 ACRES, O.R.P., at 10s per acre, 470 in grass, balance easily tow bush; 7 paddocks, well-watered, 4-roomed cottage, woolshed, etc.; Whanganui 18 miles. Winters 2 sheep per acre. Price £4 2s per acre. Cash £500. — [423, 903, 551, 961]
divider — [285, 321, 413, 322]
ad-subline: INSPECT IT. — [47, 569, 94, 580]
ad-subline: LET US KNOW YOUR REQUIREMENTS. — [584, 553, 668, 574]
ad-text: 235 ACRES, leasehold; lease has 8 years to run at an annual rental of £2 5s per acre; 4-roomed house; now carrying 42 dairy cows, 20 dry stock; 300 ewes; stock at valuation. — [978, 258, 1107, 307]
ad-subline: King Street ........ PUKEKOHE ........ Auckland — [563, 855, 689, 876]
agent-name: C. R. FINNERTY, — [715, 257, 814, 272]
ad-text: 186 ACRES, freehold, 144 in grass, balance crops; carrying capacity 60 cows; splendid 8-roomed house, 16-bail cowshed, 30 x 17 hayshed; 3 miles from Inglewood. Price £32 per acre, £3000 cash, balance at 5 per cent. — [145, 905, 274, 973]
column-header: LAND FOR SALE. — [978, 38, 1107, 53]
ad-text: Carrying 117 CATTLE, 54 CALVES, 340 SHEEP. — [284, 175, 413, 194]
ad-text: 119 ACRES—a nice compact dairy farm with all new and up-to-date buildings. It is conveniently subdivided and well sheltered, and abundance of water, and only 1 mile from factory. Price £83 per acre. — [978, 365, 1107, 423]
ad-subline: Land and Commission Agent, Box 43 ........ WAITARA ........ Box 43 — [150, 1053, 269, 1074]
ad-subline: LAND, ESTATE AND GENERAL COMMISSION AGENTS, STRATFORD. — [288, 802, 409, 833]
agent-name: NELSON & PATERSON — [1009, 1090, 1076, 1120]
ad-subline: Arrange immediate inspection. — [18, 280, 124, 291]
ad-text: 191 ACRES, Hurleyville; 2 miles from factory; good metalled road; splendid house and new outbuildings. Easy undulating country. Carrying 60 cows easily, besides other stock. Price £45 per acre. Easy terms. — [562, 954, 690, 1012]
ad-text: Low rate of interest. Owner wishes to retire from farming. — [284, 208, 413, 228]
ad-text: 167 ACRES Freehold, Rahotu, all in grass and watered by creeks. Subdivided into 6 paddocks, nearly all level and about 90 per cent. ploughable. Will carry about 80 cows and young stock. At present carrying 50 cattle and 250 sheep; two miles from factory, school and post office. All fences in good order (7-wire, sheep proof). PRICE £39 per acre; £1000 cash required. Balance on mortgage for 10 years at 6 per cent. — [562, 1210, 690, 1326]
ad-text: THE cheapest farm in Taranaki, and on the market for a very short period. — [423, 603, 551, 623]
ad-text: 1500 ACRES, 1400 in grass, good limestone and papa country; 400 acres of rich river flats, 100 acres in bush. Carrying 1800 sheep, 400 head of cattle, mostly breeding cows, and 25 horses. Nice bungalow, 6 rooms, and outbuildings. A really good property. Price £16 10s per acre. 25 per cent. cash. — [423, 470, 551, 557]
ad-text: BUILDINGS: Two good houses, 12-bail cowshed, new plant installed (extra), concrete yards, motor and implement sheds. Situated 9 miles from Railway Station by good metal road. School adjoins. Rural delivery. Cream waggon and traders calls pass. Telephone on. Buyer can take over milking plant. Owner seeking £40 per acre, terms to suit good buyer. — [839, 475, 968, 572]
divider — [978, 870, 1107, 871]
ad-subline: GOING CONCERN— — [864, 1127, 943, 1138]
ad-text: 130 ACRES, all drained swamp, in splendid pasture; will carry 80 dairy cows; good fences; good roads; half mile factory, school and P.O. adjoining; house of 5 rms., wash-house, car shed, large concrete cowshed. Price £160 per acre; cash £3500. — [562, 670, 690, 748]
divider — [840, 196, 968, 197]
divider — [701, 640, 829, 641]
